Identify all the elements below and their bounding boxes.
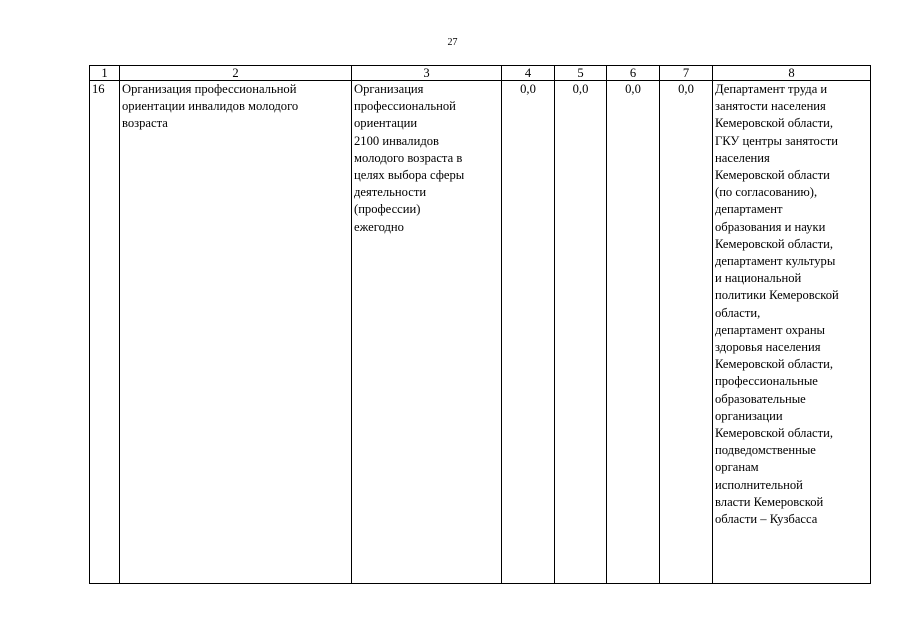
executor-line: образовательные [715,391,806,406]
column-header: 8 [713,66,871,81]
executor-line: департамент культуры [715,254,836,269]
executor-line: власти Кемеровской [715,494,824,509]
column-header: 6 [607,66,660,81]
executor-line: образования и науки [715,219,826,234]
executor-line: исполнительной [715,477,803,492]
executor-line: и национальной [715,271,802,286]
executor-line: департамент [715,202,783,217]
indicator-line: ориентации [354,116,418,131]
indicator-line: Организация [354,82,424,96]
funding-value-cell: 0,0 [660,81,713,584]
indicator-cell [352,81,502,584]
executor-line: Департамент труда и [715,82,828,96]
column-header: 4 [502,66,555,81]
column-header: 3 [352,66,502,81]
executor-line: Кемеровской области, [715,426,834,441]
row-index: 16 [92,82,105,96]
funding-value-cell: 0,0 [502,81,555,584]
funding-value-cell: 0,0 [607,81,660,584]
measure-name-line: ориентации инвалидов молодого [122,99,299,114]
executor-line: подведомственные [715,443,816,458]
executor-line: департамент охраны [715,322,826,337]
measure-name-line: Организация профессиональной [122,82,297,96]
executor-line: организации [715,408,783,423]
executor-line: здоровья населения [715,340,821,355]
indicator-line: целях выбора сферы [354,168,465,183]
executor-line: Кемеровской области, [715,236,834,251]
indicator-line: молодого возраста в [354,150,463,165]
executor-line: области, [715,305,761,320]
executor-line: Кемеровской области, [715,116,834,131]
executor-line: Кемеровской области [715,168,830,183]
executor-line: области – Кузбасса [715,512,818,527]
executor-line: занятости населения [715,99,826,114]
funding-value-cell: 0,0 [555,81,607,584]
executor-line: Кемеровской области, [715,357,834,372]
measures-table [89,65,871,584]
executor-line: ГКУ центры занятости [715,133,839,148]
executor-cell [713,81,871,584]
indicator-line: ежегодно [354,219,404,234]
column-header: 7 [660,66,713,81]
column-header: 2 [120,66,352,81]
page-number: 27 [447,37,458,48]
column-header: 5 [555,66,607,81]
executor-line: населения [715,150,770,165]
row-index-cell [90,81,120,584]
executor-line: политики Кемеровской [715,288,839,303]
indicator-line: 2100 инвалидов [354,133,439,148]
executor-line: (по согласованию), [715,185,818,200]
executor-line: профессиональные [715,374,818,389]
indicator-line: (профессии) [354,202,421,217]
measure-name-cell [120,81,352,584]
executor-line: органам [715,460,759,475]
table-row [90,81,871,584]
table-header-row [90,66,871,81]
indicator-line: деятельности [354,185,427,200]
measure-name-line: возраста [122,116,168,131]
column-header: 1 [90,66,120,81]
indicator-line: профессиональной [354,99,456,114]
